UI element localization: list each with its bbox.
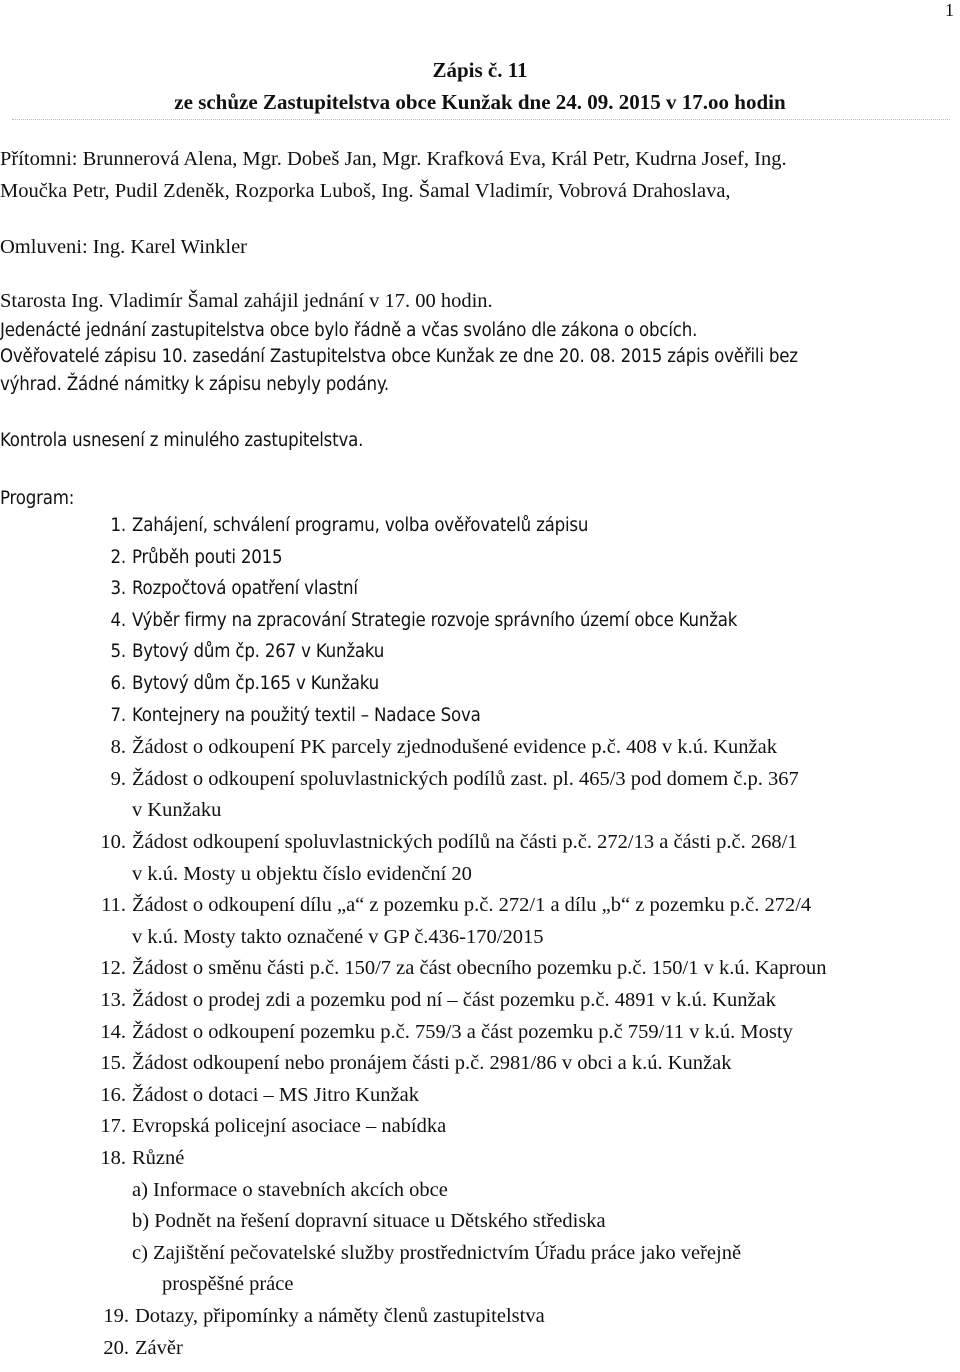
program-item-continuation: v k.ú. Mosty u objektu číslo evidenční 20 <box>132 862 472 885</box>
program-item-number: 9. <box>110 767 126 790</box>
program-item-number: 10. <box>100 831 126 853</box>
opening-statement: Starosta Ing. Vladimír Šamal zahájil jednání v 17. 00 hodin. <box>0 290 493 312</box>
program-item-text: Žádost o prodej zdi a pozemku pod ní – část pozemku p.č. 4891 v k.ú. Kunžak <box>132 989 776 1011</box>
program-item-text: Různé <box>132 1147 185 1169</box>
various-subitem: c) Zajištění pečovatelské služby prostřednictvím Úřadu práce jako veřejně <box>132 1241 742 1264</box>
program-item-text: Dotazy, připomínky a náměty členů zastupitelstva <box>135 1305 545 1327</box>
document-title: Zápis č. 11 <box>432 58 528 82</box>
page-number: 1 <box>945 0 954 20</box>
program-item-text: Zahájení, schválení programu, volba ověřovatelů zápisu <box>132 515 589 536</box>
verification-line-1: Ověřovatelé zápisu 10. zasedání Zastupitelstva obce Kunžak ze dne 20. 08. 2015 zápis ověřili bez <box>0 346 798 367</box>
program-item-number: 13. <box>100 989 126 1011</box>
program-item-number: 11. <box>101 894 126 917</box>
program-label: Program: <box>0 488 75 509</box>
program-item-text: Žádost o odkoupení PK parcely zjednodušené evidence p.č. 408 v k.ú. Kunžak <box>132 736 777 759</box>
program-item-text: Evropská policejní asociace – nabídka <box>132 1115 447 1138</box>
program-item-number: 2. <box>110 546 126 568</box>
program-item-text: Rozpočtová opatření vlastní <box>132 578 358 600</box>
program-item-text: Průběh pouti 2015 <box>132 546 283 568</box>
program-item-text: Žádost odkoupení nebo pronájem části p.č. 2981/86 v obci a k.ú. Kunžak <box>132 1052 732 1075</box>
various-subitem: a) Informace o stavebních akcích obce <box>132 1178 448 1201</box>
document-subtitle: ze schůze Zastupitelstva obce Kunžak dne 24. 09. 2015 v 17.oo hodin <box>174 90 786 114</box>
document-header <box>0 54 960 118</box>
various-subitem: b) Podnět na řešení dopravní situace u Dětského střediska <box>132 1210 606 1233</box>
program-item-number: 6. <box>110 673 126 694</box>
program-item-continuation: prospěšné práce <box>162 1273 294 1296</box>
program-item-text: Kontejnery na použitý textil – Nadace Sova <box>132 704 481 726</box>
program-item-number: 3. <box>110 578 126 600</box>
header-divider <box>12 119 950 120</box>
verification-line-2: výhrad. Žádné námitky k zápisu nebyly podány. <box>0 374 389 395</box>
program-item-number: 19. <box>103 1305 129 1327</box>
program-item-number: 15. <box>100 1052 126 1075</box>
program-item-number: 14. <box>100 1020 126 1043</box>
program-item-text: Závěr <box>135 1336 183 1359</box>
program-item-number: 17. <box>100 1115 126 1138</box>
program-item-number: 12. <box>100 957 126 980</box>
program-item-number: 1. <box>110 515 126 536</box>
program-item-number: 16. <box>100 1083 126 1106</box>
program-item-text: Žádost o směnu části p.č. 150/7 za část obecního pozemku p.č. 150/1 v k.ú. Kaproun <box>132 957 827 980</box>
program-item-number: 4. <box>110 609 126 631</box>
program-item-number: 8. <box>110 736 126 759</box>
attendance-line-1: Přítomni: Brunnerová Alena, Mgr. Dobeš Jan, Mgr. Krafková Eva, Král Petr, Kudrna Josef, Ing. <box>0 148 787 170</box>
program-item-number: 18. <box>100 1147 126 1169</box>
program-item-text: Žádost o dotaci – MS Jitro Kunžak <box>132 1083 419 1106</box>
program-item-continuation: v Kunžaku <box>132 799 222 822</box>
program-item-number: 5. <box>110 641 126 663</box>
program-item-text: Výběr firmy na zpracování Strategie rozvoje správního území obce Kunžak <box>132 609 738 631</box>
attendance-line-2: Moučka Petr, Pudil Zdeněk, Rozporka Luboš, Ing. Šamal Vladimír, Vobrová Drahoslava, <box>0 180 731 202</box>
excused-members: Omluveni: Ing. Karel Winkler <box>0 236 248 258</box>
resolution-control: Kontrola usnesení z minulého zastupitelstva. <box>0 430 364 451</box>
program-item-text: Žádost o odkoupení spoluvlastnických podílů zast. pl. 465/3 pod domem č.p. 367 <box>132 767 799 790</box>
program-item-text: Bytový dům čp. 267 v Kunžaku <box>132 641 385 663</box>
program-item-text: Žádost o odkoupení dílu „a“ z pozemku p.č. 272/1 a dílu „b“ z pozemku p.č. 272/4 <box>132 894 812 917</box>
program-item-text: Bytový dům čp.165 v Kunžaku <box>132 673 379 694</box>
program-item-continuation: v k.ú. Mosty takto označené v GP č.436-170/2015 <box>132 925 544 948</box>
convening-statement: Jedenácté jednání zastupitelstva obce bylo řádně a včas svoláno dle zákona o obcích. <box>0 320 698 341</box>
program-item-text: Žádost o odkoupení pozemku p.č. 759/3 a část pozemku p.č 759/11 v k.ú. Mosty <box>132 1020 793 1043</box>
program-item-number: 20. <box>103 1336 129 1359</box>
program-item-text: Žádost odkoupení spoluvlastnických podílů na části p.č. 272/13 a části p.č. 268/1 <box>132 831 798 853</box>
program-item-number: 7. <box>110 704 126 726</box>
